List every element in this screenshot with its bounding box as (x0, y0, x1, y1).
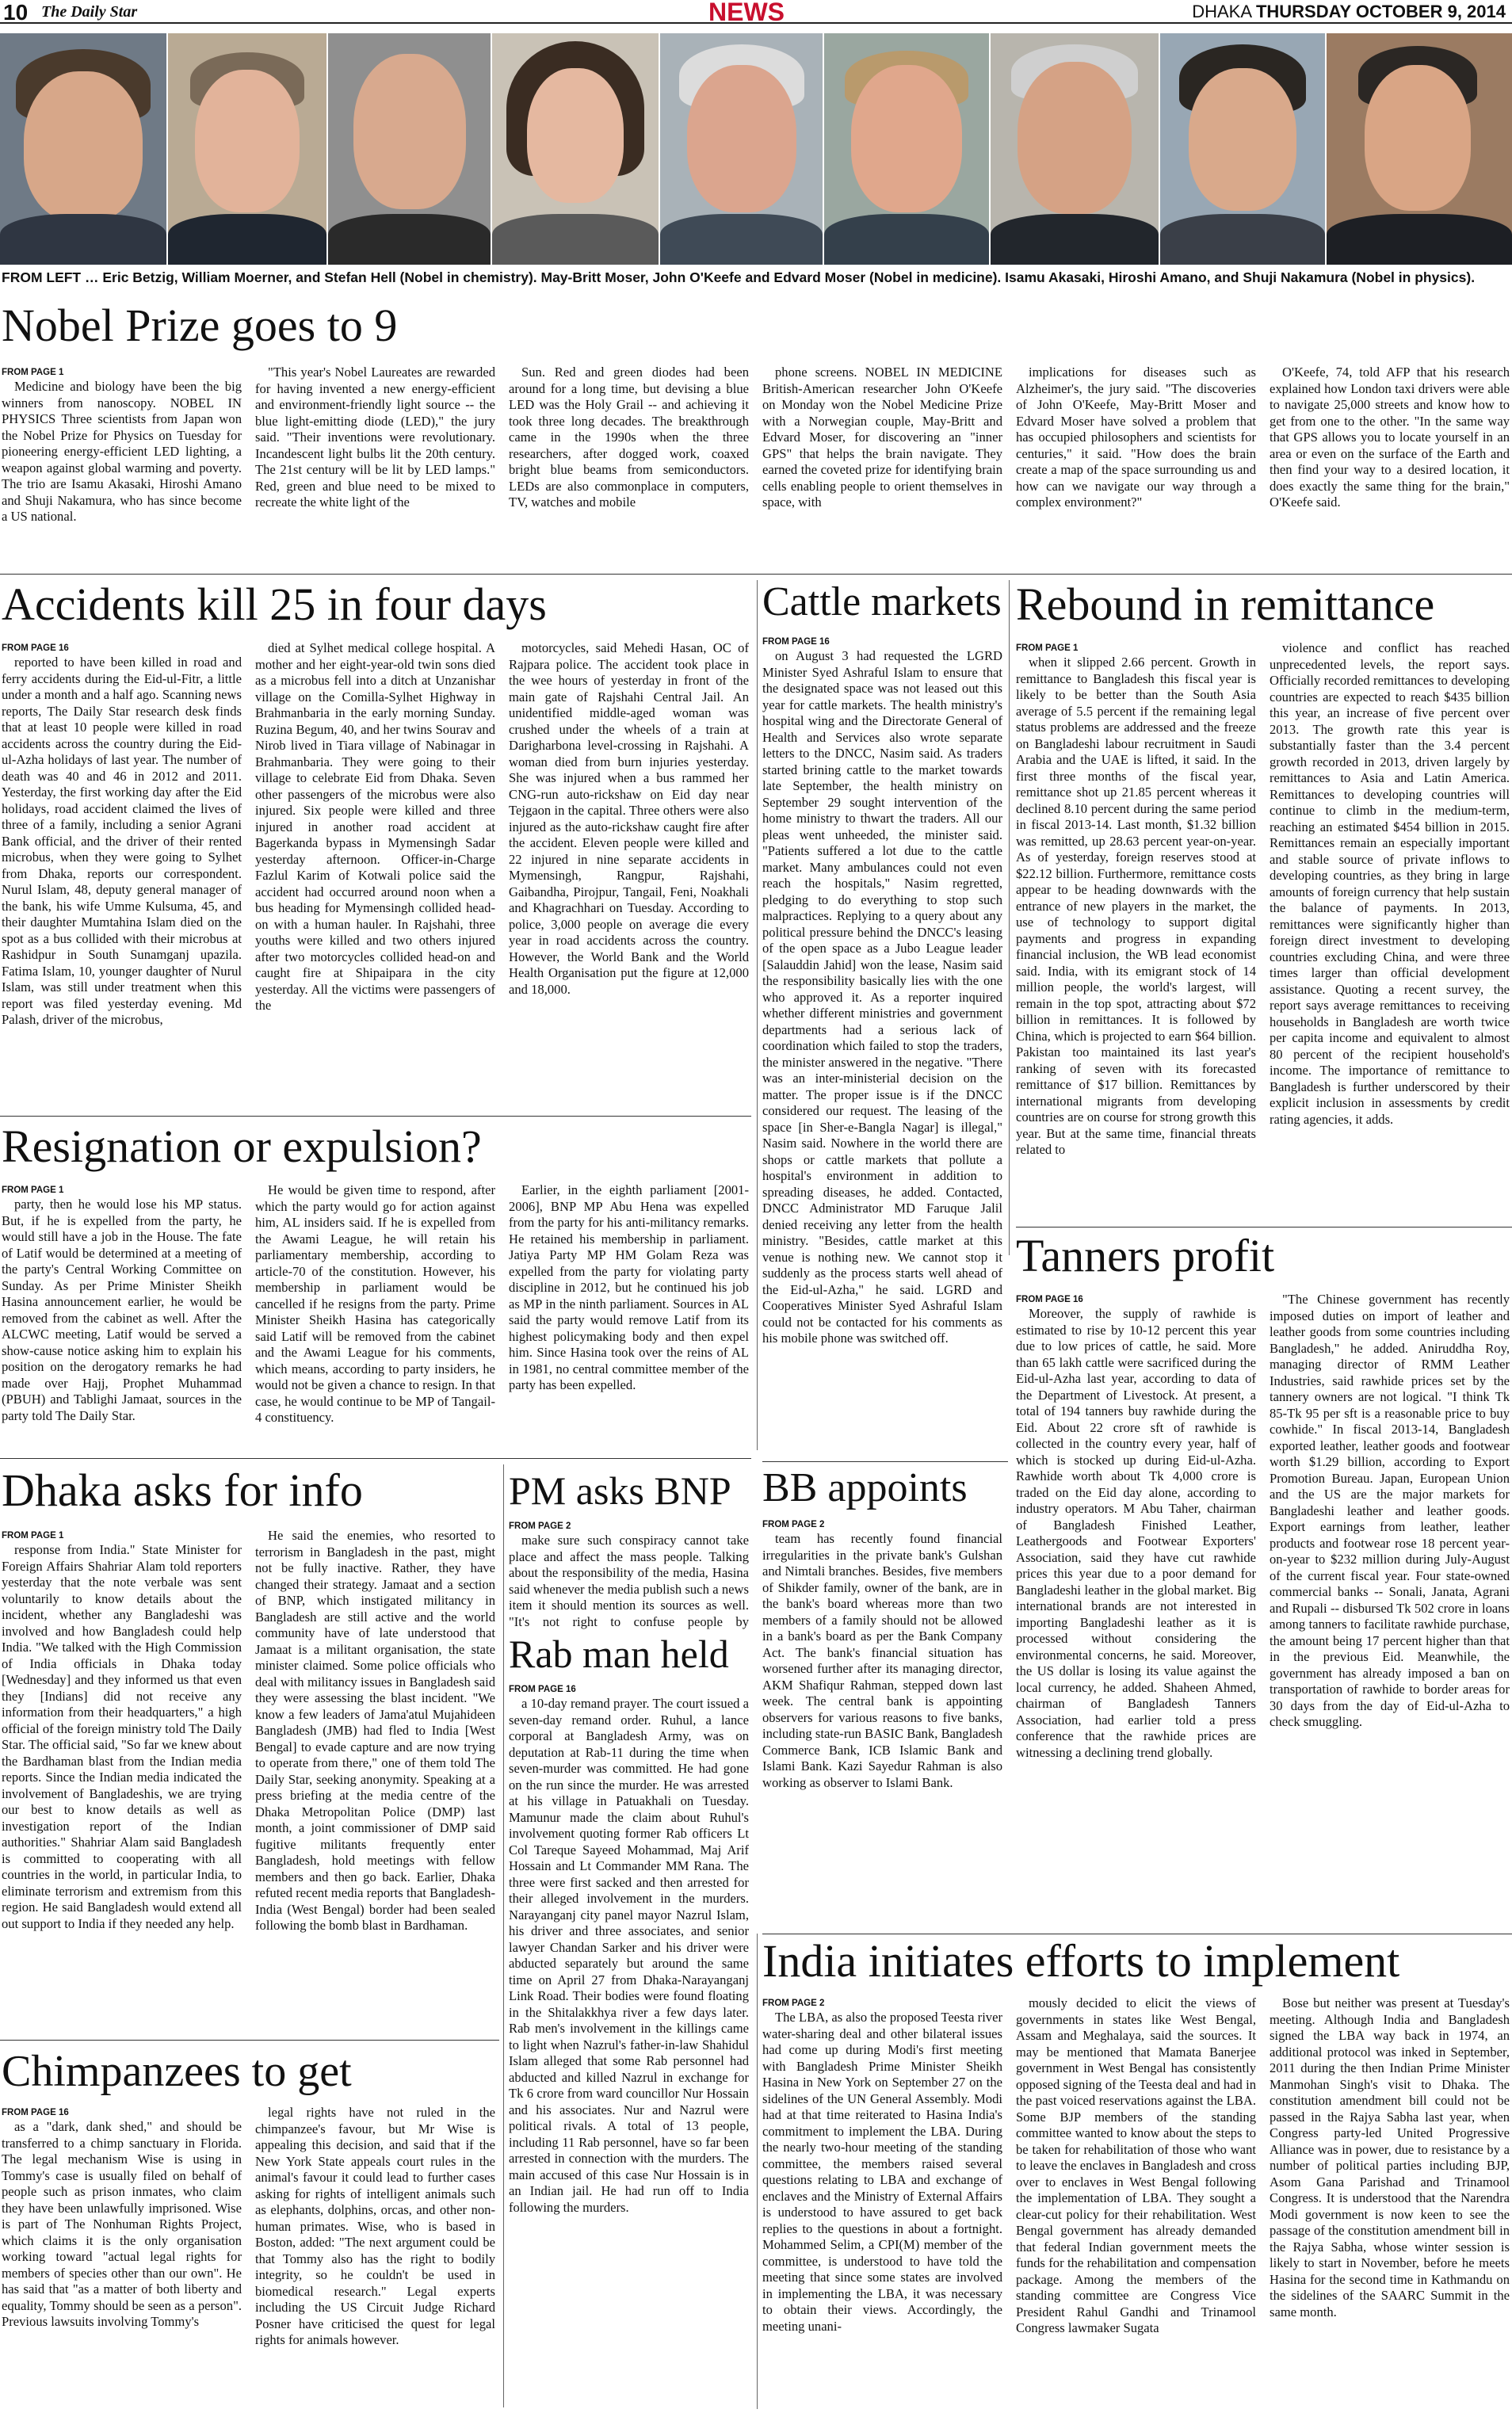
body-text: phone screens. NOBEL IN MEDICINE British-American researcher John O'Keefe on Monday won the Nobel Medicine Prize with a Norwegian couple, May-Britt and Edvard Moser, for discovering an "inner GPS" that helps the brain navigate. They earned the coveted prize for identifying brain cells enabling people to orient themselves in space, with (762, 365, 1002, 510)
body-text: died at Sylhet medical college hospital. A mother and her eight-year-old twin sons died as a microbus fell into a ditch at Unzanishar village on the Comilla-Sylhet Highway in Brahmanbaria in the early morning Sunday. Ruzina Begum, 40, and her twins Sourav and Nirob lived in Tiara village of Nabinagar in Brahmanbaria. They were going to their village to celebrate Eid from Dhaka. Seven other passengers of the microbus were also injured. Six people were killed and three injured in another road accident at Bagerkanda bypass in Mymensingh Sadar yesterday afternoon. Officer-in-Charge Fazlul Karim of Kotwali police said the accident had occurred around noon when a bus heading for Mymensingh collided head-on with a human hauler. In Rajshahi, three youths were killed and two others injured after two motorcycles collided head-on and caught fire at Shipaipara in the city yesterday. All the victims were passengers of the (255, 640, 495, 1013)
body-text: violence and conflict has reached unprecedented levels, the report says. Officially recorded remittances to developing countries are expected to reach $435 billion this year, an increase of five percent over 2013. The growth rate this year is substantially faster than the 3.4 percent growth recorded in 2013, driven largely by remittances to Asia and Latin America. Remittances to developing countries will continue to climb in the medium-term, reaching an estimated $454 billion in 2015. Remittances remain an especially important and stable source of private inflows to developing countries, as they bring in large amounts of foreign currency that help sustain the balance of payments. In 2013, remittances were significantly higher than foreign direct investment to developing countries excluding China, and were three times larger than official development assistance. Quoting a recent survey, the report says average remittances to receiving households in Bangladesh are worth twice per capita income and equivalent to almost 80 percent of the recipient household's income. The importance of remittance to Bangladesh is further underscored by their explicit inclusion in assessments by credit rating agencies, it adds. (1270, 640, 1510, 1127)
from-page: FROM PAGE 16 (2, 643, 69, 653)
body-text: "The Chinese government has recently imposed duties on import of leather and leather goods from some countries including Bangladesh," he added. Aniruddha Roy, managing director of RMM Leather Industries, said rawhide prices set by the tannery owners are not logical. "I think Tk 85-Tk 95 per sft is a reasonable price to buy cowhide." In fiscal 2013-14, Bangladesh exported leather, leather goods and footwear worth $1.29 billion, according to Export Promotion Bureau. Japan, European Union and the US are the major markets for Bangladeshi leather and leather goods. Export earnings from leather, leather products and footwear rose 18 percent year-on-year to $232 million during July-August of the current fiscal year. Four state-owned commercial banks -- Sonali, Janata, Agrani and Rupali -- disbursed Tk 502 crore in loans among tanners to facilitate rawhide purchase, the amount being 17 percent higher than that in the previous Eid. Meanwhile, the government has already imposed a ban on transportation of rawhide to border areas for 30 days from the day of Eid-ul-Azha to check smuggling. (1270, 1292, 1510, 1729)
dhaka-col-2 (255, 1528, 495, 2035)
paper-name: The Daily Star (41, 3, 138, 21)
remittance-col-1 (1016, 640, 1256, 1250)
from-page: FROM PAGE 2 (762, 1520, 825, 1529)
headline-rab: Rab man held (509, 1632, 729, 1676)
divider (0, 574, 1512, 575)
body-text: Bose but neither was present at Tuesday's meeting. Although India and Bangladesh signed the LBA way back in 1974, an additional protocol was inked in September, 2011 during the then Indian Prime Minister Manmohan Singh's visit to Dhaka. The constitution amendment bill could not be passed in the Rajya Sabha last year, when Congress party-led United Progressive Alliance was in power, due to resistance by a number of political parties including BJP, Asom Gana Parishad and Trinamool Congress. It is understood that the Narendra Modi government is now keen to see the passage of the constitution amendment bill in the Rajya Sabha, whose winter session is likely to start in November, before he meets Hasina for the second time in Kathmandu on the sidelines of the SAARC Summit in the same month. (1270, 1995, 1510, 2319)
page-number: 10 (3, 0, 29, 25)
photo-stefan-hell (328, 33, 491, 265)
photo-edvard-moser (824, 33, 989, 265)
photo-may-britt-moser (492, 33, 659, 265)
accidents-col-1 (2, 640, 242, 1106)
headline-remittance: Rebound in remittance (1016, 578, 1435, 630)
from-page: FROM PAGE 1 (2, 1186, 64, 1195)
body-text: Earlier, in the eighth parliament [2001-2006], BNP MP Abu Hena was expelled from the party for his anti-militancy remarks. He retained his membership in parliament. Jatiya Party MP HM Golam Reza was expelled from the party for violating party discipline in 2012, but he continued his job as MP in the ninth parliament. Sources in AL said the party would remove Latif from its highest policymaking body and then expel him. Since Hasina took over the reins of AL in 1981, no central committee member of the party has been expelled. (509, 1182, 749, 1392)
laureate-photos (0, 33, 1512, 265)
photo-william-moerner (168, 33, 326, 265)
pm-col-1 (509, 1518, 749, 1629)
column-rule (1009, 580, 1010, 1255)
accidents-col-2 (255, 640, 495, 1106)
body-text: O'Keefe, 74, told AFP that his research explained how London taxi drivers were able to navigate 25,000 streets and know how to get from one to the other. "In the same way that GPS allows you to locate yourself in an area or even on the surface of the Earth and then find your way to a desired location, it does exactly the same thing for the brain," O'Keefe said. (1270, 365, 1510, 510)
body-text: Sun. Red and green diodes had been around for a long time, but devising a blue LED was the Holy Grail -- and achieving it took three long decades. The breakthrough came in the 1990s when the three researchers, after dogged work, coaxed bright blue beams from semiconductors. LEDs are also commonplace in computers, TV, watches and mobile (509, 365, 749, 510)
body-text: implications for diseases such as Alzheimer's, the jury said. "The discoveries of John O'Keefe, May-Britt Moser and Edvard Moser have solved a problem that has occupied philosophers and scientists for centuries," it said. "How does the brain create a map of the space surrounding us and how can we navigate our way through a complex environment?" (1016, 365, 1256, 510)
divider (0, 2040, 499, 2041)
chimp-col-2 (255, 2105, 495, 2409)
body-text: motorcycles, said Mehedi Hasan, OC of Rajpara police. The accident took place in the wee hours of yesterday in front of the main gate of Rajshahi Central Jail. An unidentified middle-aged woman was crushed under the wheels of a train at Darigharbona level-crossing in Rajshahi. A woman died from burn injuries yesterday. She was injured when a bus rammed her CNG-run auto-rickshaw on Eid day near Tejgaon in the capital. Three others were also injured as the auto-rickshaw caught fire after the accident. Eleven people were killed and 22 injured in nine separate accidents in Mymensingh, Rangpur, Rajshahi, Gaibandha, Pirojpur, Tangail, Feni, Noakhali and Khagrachhari on Tuesday. According to police, 3,000 people on average die every year in road accidents across the country. However, the World Bank and the World Health Organisation put the figure at 12,000 and 18,000. (509, 640, 749, 997)
headline-cattle: Cattle markets (762, 579, 1002, 624)
date-city: DHAKA (1192, 2, 1251, 21)
rab-col-1 (509, 1682, 749, 2409)
from-page: FROM PAGE 16 (1016, 1295, 1083, 1304)
accidents-col-3 (509, 640, 749, 1106)
body-text: team has recently found financial irregularities in the private bank's Gulshan and Nimtali branches. Besides, five members of Shikder family, owner of the bank, are in the bank's board whereas more than two members of a family should not be allowed in a bank's board as per the Bank Company Act. The bank's financial situation has worsened further after its managing director, AKM Shafiqur Rahman, stepped down last week. The central bank is appointing observers for various reasons to five banks, including state-run BASIC Bank, Bangladesh Commerce Bank, ICB Islamic Bank and Islami Bank. Kazi Sayedur Rahman is also working as observer to Islami Bank. (762, 1531, 1002, 1790)
body-text: legal rights have not ruled in the chimpanzee's favour, but Mr Wise is appealing this decision, and said that if the New York State appeals court rules in the animal's favour it could lead to further cases asking for rights of intelligent animals such as elephants, dolphins, orcas, and other non-human primates. Wise, who is based in Boston, added: "The next argument could be that Tommy also has the right to bodily integrity, so he couldn't be used in biomedical research." Legal experts including the US Circuit Judge Richard Posner have criticised the quest for legal rights for animals however. (255, 2105, 495, 2347)
cattle-col-1 (762, 634, 1002, 1450)
from-page: FROM PAGE 1 (1016, 643, 1079, 653)
body-text: on August 3 had requested the LGRD Minister Syed Ashraful Islam to ensure that the designated space was not leased out this year for cattle markets. The health ministry's hospital wing and the Directorate General of Health and Services also wrote separate letters to the DNCC, Nasim said. As traders started brining cattle to the market towards late September, the health ministry on September 29 sought intervention of the home ministry to thwart the traders. All our pleas went unheeded, the minister said. "Patients suffered a lot due to the cattle market. Many ambulances could not even reach the hospitals," Nasim regretted, pledging to do everything to stop such malpractices. Replying to a query about any political pressure behind the DNCC's leasing of the open space as a Jubo League leader [Salauddin Jahid] won the lease, Nasim said the responsibility basically lies with the one who approved it. As a reporter inquired whether different ministries and government departments had a serious lack of coordination which failed to stop the traders, the minister answered in the negative. "There was an inter-ministerial decision on the matter. The proper issue is if the DNCC considered our request. The leasing of the space [in Sher-e-Bangla Nagar] is illegal," Nasim said. Nowhere in the world there are shops or cattle markets that pollute a hospital's environment in addition to spreading diseases, he added. Contacted, DNCC Administrator MD Faruque Jalil denied receiving any letter from the health ministry. "Besides, cattle market at this venue is nothing new. We cannot stop it suddenly as the process starts well ahead of the Eid-ul-Azha," he said. LGRD and Cooperatives Minister Syed Ashraful Islam could not be contacted for his comments as his mobile phone was switched off. (762, 648, 1002, 1346)
dateline (1192, 2, 1506, 22)
dhaka-col-1 (2, 1528, 242, 2035)
body-text: a 10-day remand prayer. The court issued a seven-day remand order. Ruhul, a lance corporal at Bangladesh Army, was on deputation at Rab-11 during the time when seven-murder was committed. He had gone on the run since the murder. He was arrested at his village in Patuakhali on Tuesday. Mamunur made the claim about Ruhul's involvement quoting former Rab officers Lt Col Tareque Sayeed Mohammad, Maj Arif Hossain and Lt Commander MM Rana. The three were first sacked and then arrested for their alleged involvement in the murders. Narayanganj city panel mayor Nazrul Islam, his driver and three associates, and senior lawyer Chandan Sarker and his driver were abducted separately but around the same time on April 27 from Dhaka-Narayanganj Link Road. Their bodies were found floating in the Shitalakkhya river a few days later. Rab men's involvement in the killings came to light when Nazrul's father-in-law Shahidul Islam alleged that some Rab personnel had abducted and killed Nazrul in exchange for Tk 6 crore from ward councillor Nur Hossain and his associates. Nur and Nazrul were political rivals. A total of 13 people, including 11 Rab personnel, have so far been arrested in connection with the murders. The main accused of this case Nur Hossain is in an Indian jail. He had run off to India following the murders. (509, 1696, 749, 2215)
headline-chimpanzees: Chimpanzees to get (2, 2047, 352, 2096)
headline-nobel: Nobel Prize goes to 9 (2, 300, 398, 351)
section-title: NEWS (708, 0, 785, 26)
body-text: mously decided to elicit the views of governments in states like West Bengal, Assam and Meghalaya, said the sources. It may be mentioned that Mamata Banerjee government in West Bengal has consistently opposed signing of the Teesta deal and had in the past voiced reservations against the LBA. Some BJP members of the standing committee wanted to know about the steps to be taken for rehabilitation of those who want to leave the enclaves in Bangladesh and cross over to enclaves in West Bengal following the implementation of LBA. They sought a clear-cut policy for their rehabilitation. West Bengal government has already demanded that federal Indian government meets the funds for the rehabilitation and compensation package. Among the members of the standing committee are Congress Vice President Rahul Gandhi and Trinamool Congress lawmaker Sugata (1016, 1995, 1256, 2335)
remittance-col-2 (1270, 640, 1510, 1250)
headline-dhaka: Dhaka asks for info (2, 1464, 363, 1516)
body-text: party, then he would lose his MP status. But, if he is expelled from the party, he would still have a job in the House. The fate of Latif would be determined at a meeting of the party's Central Working Committee on Sunday. As per Prime Minister Sheikh Hasina announcement earlier, he would be removed from the cabinet as well. After the ALCWC meeting, Latif would be served a show-cause notice asking him to explain his position on the derogatory remarks he had made over Hajj, Prophet Muhammad (PBUH) and Tablighi Jamaat, sources in the party told The Daily Star. (2, 1197, 242, 1423)
bb-col-1 (762, 1517, 1002, 1927)
body-text: He said the enemies, who resorted to terrorism in Bangladesh in the past, might not be fully inactive. Rather, they have changed their strategy. Jamaat and a section of BNP, which instigated militancy in Bangladesh are still active and the world community have of late understood that Jamaat is a militant organisation, the state minister claimed. Some police officials who deal with militancy issues in Bangladesh said they were assessing the blast incident. "We know a few leaders of Jama'atul Mujahideen Bangladesh (JMB) had fled to India [West Bengal] to evade capture and are now trying to operate from there," one of them told The Daily Star, seeking anonymity. Speaking at a press briefing at the media centre of the Dhaka Metropolitan Police (DMP) last month, a joint commissioner of DMP said fugitive militants frequently enter Bangladesh, hold meetings with fellow members and then go back. Earlier, Dhaka refuted recent media reports that Bangladesh-India (West Bengal) border had been sealed following the bomb blast in Bardhaman. (255, 1528, 495, 1933)
date: THURSDAY OCTOBER 9, 2014 (1255, 2, 1506, 21)
chimp-col-1 (2, 2105, 242, 2409)
nobel-col-6 (1270, 365, 1510, 564)
headline-resignation: Resignation or expulsion? (2, 1121, 482, 1172)
body-text: Moreover, the supply of rawhide is estimated to rise by 10-12 percent this year due to low prices of cattle, he said. More than 65 lakh cattle were sacrificed during the Eid-ul-Azha last year, according to data of the Department of Livestock. At present, a total of 194 tanners buy rawhide during the Eid. About 22 crore sft of rawhide is collected in the country every year, half of which is stocked up during Eid-ul-Azha. Rawhide worth about Tk 4,000 crore is traded on the Eid day alone, according to industry operators. M Abu Taher, chairman of Bangladesh Finished Leather, Leathergoods and Footwear Exporters' Association, said they have cut rawhide prices this year due to a poor demand for Bangladeshi leather in the global market. Big international brands are not interested in importing Bangladeshi leather as it is processed without considering the environmental concerns, he said. Moreover, the US dollar is losing its value against the local currency, he added. Shaheen Ahmed, chairman of Bangladesh Tanners Association, had earlier told a press conference that the rawhide prices are witnessing a declining trend globally. (1016, 1306, 1256, 1760)
photo-isamu-akasaki (991, 33, 1159, 265)
from-page: FROM PAGE 16 (509, 1685, 576, 1694)
india-col-3 (1270, 1995, 1510, 2409)
headline-accidents: Accidents kill 25 in four days (2, 578, 547, 630)
india-col-1 (762, 1995, 1002, 2409)
resignation-col-2 (255, 1182, 495, 1447)
body-text: make sure such conspiracy cannot take place and affect the mass people. Talking about the responsibility of the media, Hasina said whenever the media publish such a news item it should mention its sources as well. "It's not right to confuse people by (509, 1533, 749, 1629)
from-page: FROM PAGE 16 (2, 2108, 69, 2117)
body-text: The LBA, as also the proposed Teesta river water-sharing deal and other bilateral issues had come up during Modi's first meeting with Bangladesh Prime Minister Sheikh Hasina in New York on September 27 on the sidelines of the UN General Assembly. Modi had at that time reiterated to Hasina India's commitment to implement the LBA. During the nearly two-hour meeting of the standing committee, the members raised several questions relating to LBA and exchange of enclaves and the Ministry of External Affairs is understood to have assured to get back replies to the questions in about a fortnight. Mohammed Selim, a CPI(M) member of the committee, is understood to have told the meeting that since some states are involved in implementing the LBA, it was necessary to obtain their views. Accordingly, the meeting unani- (762, 2010, 1002, 2334)
body-text: as a "dark, dank shed," and should be transferred to a chimp sanctuary in Florida. The legal mechanism Wise is using in Tommy's case is usually filed on behalf of people such as prison inmates, who claim they have been unlawfully imprisoned. Wise is part of The Nonhuman Rights Project, which claims it is the only organisation working toward "actual legal rights for members of species other than our own". He has said that "as a matter of both liberty and equality, Tommy should be seen as a person". Previous lawsuits involving Tommy's (2, 2119, 242, 2329)
from-page: FROM PAGE 1 (2, 368, 64, 377)
from-page: FROM PAGE 16 (762, 637, 830, 647)
body-text: reported to have been killed in road and ferry accidents during the Eid-ul-Fitr, a little under a month and a half ago. Scanning news reports, The Daily Star research desk finds that at least 10 people were killed in road accidents across the country during the Eid-ul-Azha holidays of last year. The number of death was 40 and 46 in 2012 and 2011. Yesterday, the first working day after the Eid holidays, road accident claimed the lives of three of a family, including a senior Agrani Bank official, and the driver of their rented microbus, when they were going to Sylhet from Dhaka, reports our correspondent. Nurul Islam, 48, deputy general manager of the bank, his wife Umme Kulsuma, 45, and their daughter Mumtahina Islam died on the spot as a bus collided with their microbus at Rashidpur in South Sunamganj upazila. Fatima Islam, 10, younger daughter of Nurul Islam, was still under treatment when this report was filed yesterday evening. Md Palash, driver of the microbus, (2, 655, 242, 1027)
nobel-col-2 (255, 365, 495, 564)
nobel-col-4 (762, 365, 1002, 564)
headline-bb: BB appoints (762, 1465, 968, 1510)
headline-india: India initiates efforts to implement (762, 1935, 1400, 1987)
from-page: FROM PAGE 2 (509, 1521, 571, 1531)
body-text: when it slipped 2.66 percent. Growth in remittance to Bangladesh this fiscal year is likely to be better than the South Asia average of 5.5 percent if the remaining legal status problems are addressed and the freeze on Bangladeshi labour recruitment in Saudi Arabia and the UAE is lifted, it said. In the first three months of the fiscal year, remittance shot up 21.85 percent whereas it declined 8.10 percent during the same period in fiscal 2013-14. Last month, $1.32 billion was remitted, up 28.63 percent year-on-year. As of yesterday, foreign reserves stood at $22.12 billion. Furthermore, remittance costs appear to be heading downwards with the entrance of new players in the market, the use of technology to support digital payments and progress in expanding financial inclusion, the WB lead economist said. India, with its emigrant stock of 14 million people, the world's largest, will remain in the top spot, attracting about $72 billion in remittances. It is followed by China, which is projected to earn $64 billion. Pakistan too maintained its last year's ranking of seven with its forecasted remittance of $17 billion. Remittances by international migrants from developing countries are on course for strong growth this year. But at the same time, financial threats related to (1016, 655, 1256, 1157)
photo-eric-betzig (0, 33, 166, 265)
photo-caption: FROM LEFT … Eric Betzig, William Moerner, and Stefan Hell (Nobel in chemistry). May-Britt Moser, John O'Keefe and Edvard Moser (Nobel in medicine). Isamu Akasaki, Hiroshi Amano, and Shuji Nakamura (Nobel in physics). (2, 269, 1476, 285)
column-rule (757, 580, 758, 1450)
body-text: response from India." State Minister for Foreign Affairs Shahriar Alam told reporters yesterday that the note verbale was sent voluntarily to know details about the incident, whether any Bangladeshi was involved and how Bangladesh could help India. "We talked with the High Commission of India officials in Dhaka today [Wednesday] and they informed us that even they [Indians] did not receive any information from their headquarters," a high official of the foreign ministry told The Daily Star. The official said, "So far we knew about the Bardhaman blast from the Indian media reports. Since the Indian media indicated the involvement of Bangladeshis, we are trying our best to know details as well as investigation report of the Indian authorities." Shahriar Alam said Bangladesh is committed to cooperating with all countries in the world, in particular India, to eliminate terrorism and extremism from this region. He said Bangladesh would extend all out support to India if they needed any help. (2, 1542, 242, 1931)
resignation-col-1 (2, 1182, 242, 1447)
divider (762, 1461, 1008, 1462)
nobel-col-1 (2, 365, 242, 564)
photo-hiroshi-amano (1160, 33, 1325, 265)
masthead (0, 0, 1512, 24)
tanners-col-1 (1016, 1292, 1256, 1929)
from-page: FROM PAGE 1 (2, 1531, 64, 1541)
nobel-col-5 (1016, 365, 1256, 564)
column-rule (503, 1464, 504, 2407)
photo-shuji-nakamura (1327, 33, 1512, 265)
body-text: He would be given time to respond, after which the party would go for action against him, AL insiders said. If he is expelled from the Awami League, he will retain his parliamentary membership, according to article-70 of the constitution. However, his membership in parliament would be cancelled if he resigns from the party. Prime Minister Sheikh Hasina has categorically said Latif will be removed from the cabinet and the Awami League for his comments, which means, according to party insiders, he would not be given a chance to resign. In that case, he would continue to be MP of Tangail-4 constituency. (255, 1182, 495, 1425)
headline-pm: PM asks BNP (509, 1468, 731, 1513)
body-text: Medicine and biology have been the big winners from nanoscopy. NOBEL IN PHYSICS Three scientists from Japan won the Nobel Prize for Physics on Tuesday for pioneering energy-efficient LED lighting, a weapon against global warming and poverty. The trio are Isamu Akasaki, Hiroshi Amano and Shuji Nakamura, who has since become a US national. (2, 379, 242, 524)
headline-tanners: Tanners profit (1016, 1230, 1275, 1281)
divider (0, 1458, 751, 1459)
body-text: "This year's Nobel Laureates are rewarded for having invented a new energy-efficient and environment-friendly light source -- the blue light-emitting diode (LED)," the jury said. "Their inventions were revolutionary. Incandescent light bulbs lit the 20th century. The 21st century will be lit by LED lamps." Red, green and blue need to be mixed to recreate the white light of the (255, 365, 495, 510)
nobel-col-3 (509, 365, 749, 564)
india-col-2 (1016, 1995, 1256, 2409)
column-rule (757, 1934, 758, 2409)
from-page: FROM PAGE 2 (762, 1999, 825, 2008)
photo-john-okeefe (660, 33, 823, 265)
resignation-col-3 (509, 1182, 749, 1447)
tanners-col-2 (1270, 1292, 1510, 1929)
divider (0, 1116, 751, 1117)
